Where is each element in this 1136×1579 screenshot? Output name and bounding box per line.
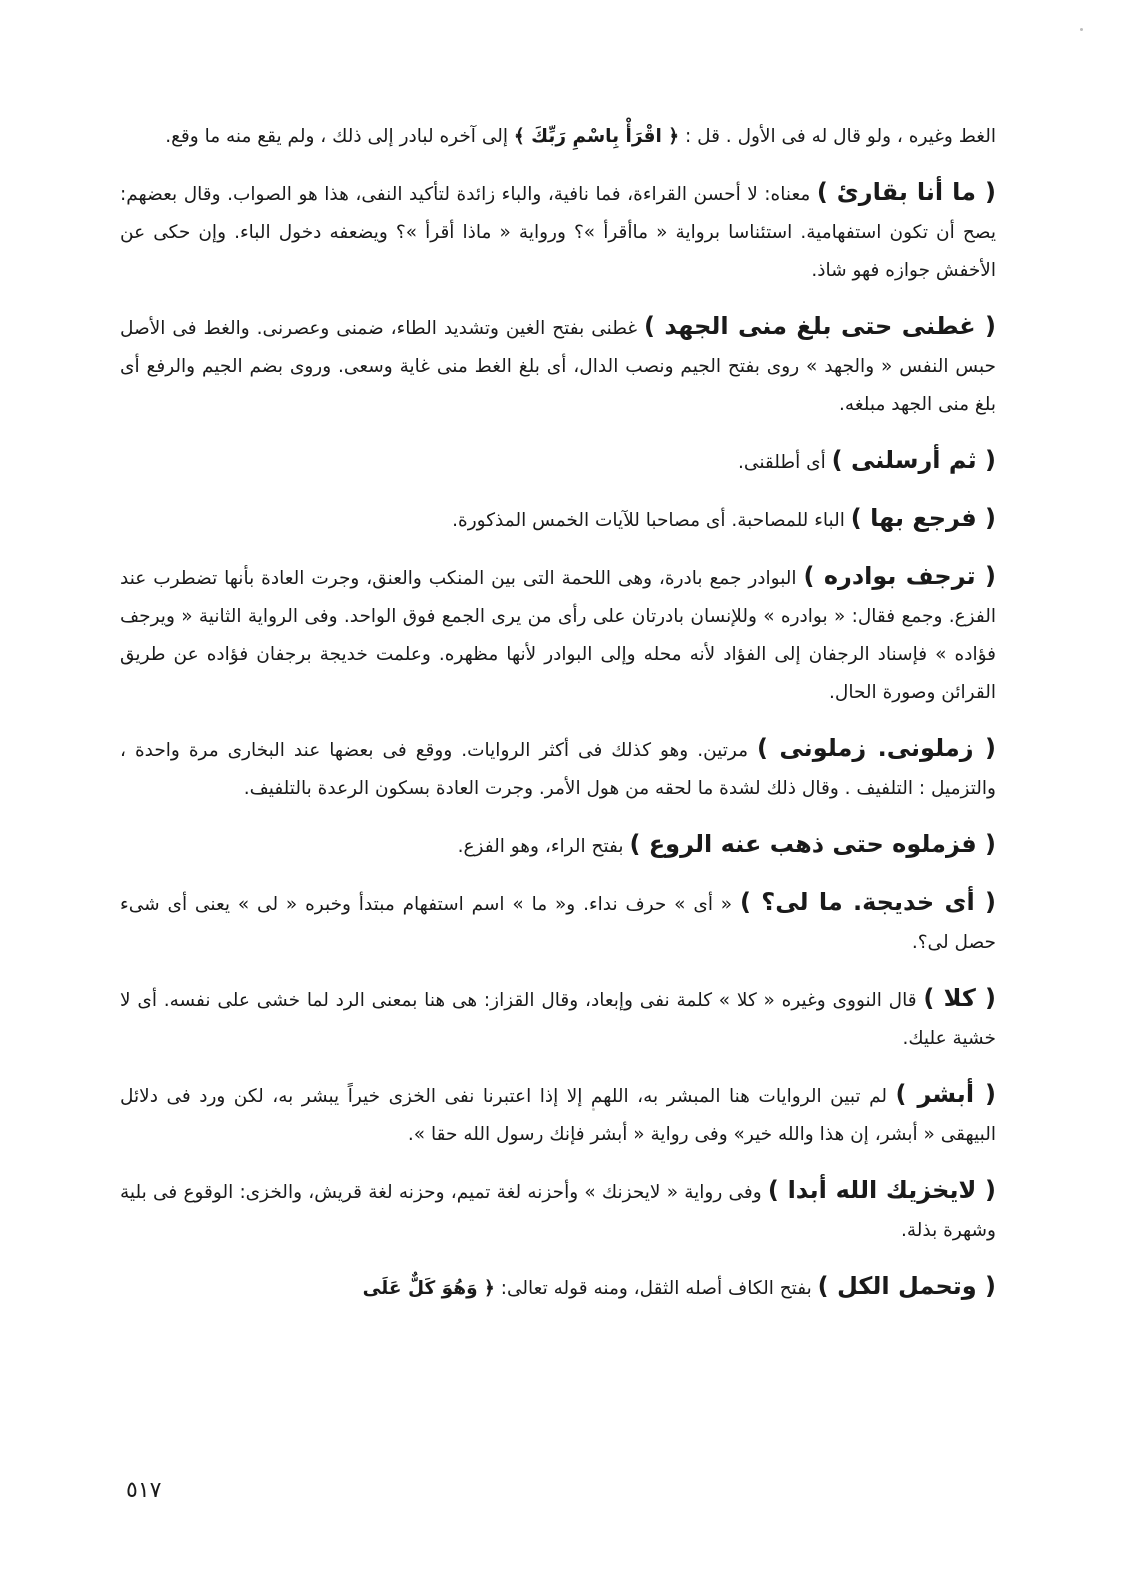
- term-heading: ( كلا ): [923, 984, 996, 1012]
- paragraph-5: [120, 499, 996, 540]
- paragraph-text: « أى » حرف نداء. و« ما » اسم استفهام مبتدأ وخبره « لى » يعنى أى شىء حصل لى؟.: [120, 894, 996, 953]
- paragraph-text: لم تبين الروايات هنا المبشر به، اللهم إلا إذا اعتبرنا نفى الخزى خيراً يبشر به، لكن ورد فى دلائل البيهقى « أبشر، إن هذا والله خير» وفى رواية « أبشر فإنك رسول الله حقا ».: [120, 1086, 996, 1145]
- term-heading: ( أى خديجة. ما لى؟ ): [739, 888, 996, 916]
- paragraph-9: [120, 883, 996, 962]
- paragraph-1: [120, 118, 996, 156]
- scan-speck: [592, 1108, 595, 1111]
- term-heading: ( ترجف بوادره ): [803, 562, 996, 590]
- paragraph-text: الغط وغيره ، ولو قال له فى الأول . قل :: [679, 126, 996, 147]
- paragraph-4: [120, 441, 996, 482]
- paragraph-13: [120, 1267, 996, 1308]
- page-body: [120, 118, 996, 1325]
- quran-verse: ﴿ اقْرَأْ بِاسْمِ رَبِّكَ ﴾: [513, 126, 680, 147]
- term-heading: ( زملونى. زملونى ): [756, 734, 996, 762]
- paragraph-text: مرتين. وهو كذلك فى أكثر الروايات. ووقع فى بعضها عند البخارى مرة واحدة ، والتزميل : التلفيف . وقال ذلك لشدة ما لحقه من هول الأمر. وجرت العادة بسكون الرعدة بالتلفيف.: [120, 740, 996, 799]
- term-heading: ( ما أنا بقارئ ): [816, 178, 997, 206]
- paragraph-12: [120, 1171, 996, 1250]
- paragraph-6: [120, 557, 996, 712]
- paragraph-text: قال النووى وغيره « كلا » كلمة نفى وإبعاد، وقال القزاز: هى هنا بمعنى الرد لما خشى على نفسه. أى لا خشية عليك.: [120, 990, 996, 1049]
- paragraph-7: [120, 729, 996, 808]
- paragraph-text: أى أطلقنى.: [738, 452, 832, 473]
- paragraph-8: [120, 825, 996, 866]
- term-heading: ( فرجع بها ): [850, 504, 996, 532]
- paragraph-text: إلى آخره لبادر إلى ذلك ، ولم يقع منه ما وقع.: [165, 126, 514, 147]
- paragraph-10: [120, 979, 996, 1058]
- scan-speck: [1080, 28, 1083, 31]
- term-heading: ( فزملوه حتى ذهب عنه الروع ): [629, 830, 996, 858]
- paragraph-11: [120, 1075, 996, 1154]
- paragraph-text: معناه: لا أحسن القراءة، فما نافية، والباء زائدة لتأكيد النفى، هذا هو الصواب. وقال بعضهم: يصح أن تكون استفهامية. استئناسا برواية « ماأقرأ »؟ ورواية « ماذا أقرأ »؟ ويضعفه دخول الباء. وإن حكى عن الأخفش جوازه فهو شاذ.: [120, 184, 996, 281]
- term-heading: ( أبشر ): [895, 1080, 996, 1108]
- paragraph-3: [120, 307, 996, 424]
- page-number: ٥١٧: [126, 1478, 162, 1503]
- paragraph-text: وفى رواية « لايحزنك » وأحزنه لغة تميم، وحزنه لغة قريش، والخزى: الوقوع فى بلية وشهرة بذلة.: [120, 1182, 996, 1241]
- paragraph-2: [120, 173, 996, 290]
- quran-verse: ﴿ وَهُوَ كَلٌّ عَلَى: [362, 1278, 495, 1299]
- paragraph-text: بفتح الكاف أصله الثقل، ومنه قوله تعالى:: [494, 1278, 818, 1299]
- term-heading: ( لايخزيك الله أبدا ): [767, 1176, 996, 1204]
- paragraph-text: غطنى بفتح الغين وتشديد الطاء، ضمنى وعصرنى. والغط فى الأصل حبس النفس « والجهد » روى بفتح الجيم ونصب الدال، أى بلغ الغط منى غاية وسعى. وروى بضم الجيم والرفع أى بلغ منى الجهد مبلغه.: [120, 318, 996, 415]
- term-heading: ( غطنى حتى بلغ منى الجهد ): [643, 312, 996, 340]
- term-heading: ( وتحمل الكل ): [817, 1272, 996, 1300]
- paragraph-text: البوادر جمع بادرة، وهى اللحمة التى بين المنكب والعنق، وجرت العادة بأنها تضطرب عند الفزع. وجمع فقال: « بوادره » وللإنسان بادرتان على رأى من يرى الجمع فوق الواحد. وفى الرواية الثانية « ويرجف فؤاده » فإسناد الرجفان إلى الفؤاد لأنه محله وإلى البوادر لأنها مظهره. وعلمت خديجة برجفان فؤاده عن طريق القرائن وصورة الحال.: [120, 568, 996, 703]
- paragraph-text: الباء للمصاحبة. أى مصاحبا للآيات الخمس المذكورة.: [452, 510, 851, 531]
- paragraph-text: بفتح الراء، وهو الفزع.: [457, 836, 630, 857]
- term-heading: ( ثم أرسلنى ): [831, 446, 996, 474]
